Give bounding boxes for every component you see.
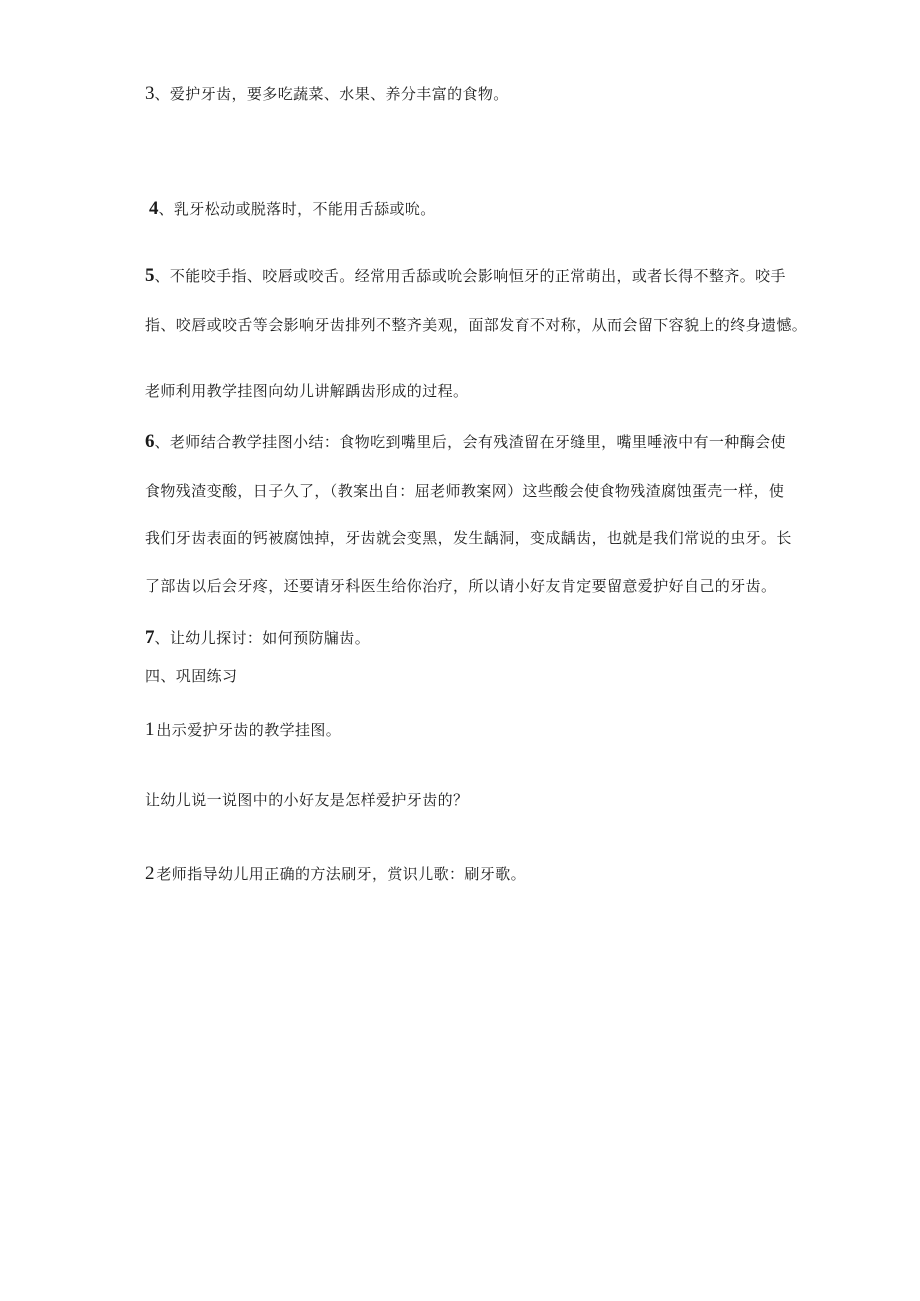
- item-6-text-line-3: 我们牙齿表面的钙被腐蚀掉，牙齿就会变黑，发生龋洞，变成龋齿，也就是我们常说的虫牙。长: [145, 529, 792, 547]
- item-6-line-2: [145, 481, 784, 501]
- item-4-text: 、乳牙松动或脱落时，不能用舌舔或吮。: [158, 200, 436, 218]
- item-4: [149, 199, 436, 219]
- item-3: [145, 84, 509, 104]
- practice-1: [145, 720, 341, 740]
- item-7: [145, 628, 370, 648]
- item-3-number: 3: [145, 83, 155, 104]
- item-6-line-1: [145, 432, 786, 452]
- practice-2: [145, 864, 526, 884]
- item-5-line-1: [145, 266, 786, 286]
- practice-prompt-text: 让幼儿说一说图中的小好友是怎样爱护牙齿的？: [145, 791, 469, 809]
- section-4-title: [145, 666, 237, 686]
- item-6-text-line-4: 了部齿以后会牙疼，还要请牙科医生给你治疗，所以请小好友肯定要留意爱护好自己的牙齿。: [145, 577, 777, 595]
- item-6-line-4: [145, 576, 776, 596]
- teacher-intro: [145, 381, 468, 401]
- item-7-number: 7: [145, 627, 155, 648]
- item-5-line-2: [145, 315, 807, 335]
- item-6-text-line-2: 食物残渣变酸，日子久了，（教案出自：屈老师教案网）这些酸会使食物残渣腐蚀蛋壳一样，使: [145, 482, 785, 500]
- practice-1-number: 1: [145, 719, 155, 740]
- practice-2-text: 老师指导幼儿用正确的方法刷牙，赏识儿歌：刷牙歌。: [156, 865, 527, 883]
- section-4-title-text: 四、巩固练习: [145, 667, 238, 685]
- teacher-intro-text: 老师利用教学挂图向幼儿讲解踽齿形成的过程。: [145, 382, 469, 400]
- item-5-text-line-1: 、不能咬手指、咬唇或咬舌。经常用舌舔或吮会影响恒牙的正常萌出，或者长得不整齐。咬手: [154, 267, 786, 285]
- practice-1-text: 出示爱护牙齿的教学挂图。: [156, 721, 342, 739]
- item-5-number: 5: [145, 265, 155, 286]
- item-3-text: 、爱护牙齿，要多吃蔬菜、水果、养分丰富的食物。: [154, 85, 509, 103]
- item-7-text: 、让幼儿探讨：如何预防牖齿。: [154, 629, 371, 647]
- item-5-text-line-2: 指、咬唇或咬舌等会影响牙齿排列不整齐美观，面部发育不对称，从而会留下容貌上的终身遗憾。: [145, 316, 808, 334]
- item-4-number: 4: [149, 198, 159, 219]
- item-6-number: 6: [145, 431, 155, 452]
- item-6-line-3: [145, 528, 792, 548]
- practice-2-number: 2: [145, 863, 155, 884]
- item-6-text-line-1: 、老师结合教学挂图小结：食物吃到嘴里后，会有残渣留在牙缝里，嘴里唾液中有一种酶会使: [154, 433, 786, 451]
- practice-prompt: [145, 790, 468, 810]
